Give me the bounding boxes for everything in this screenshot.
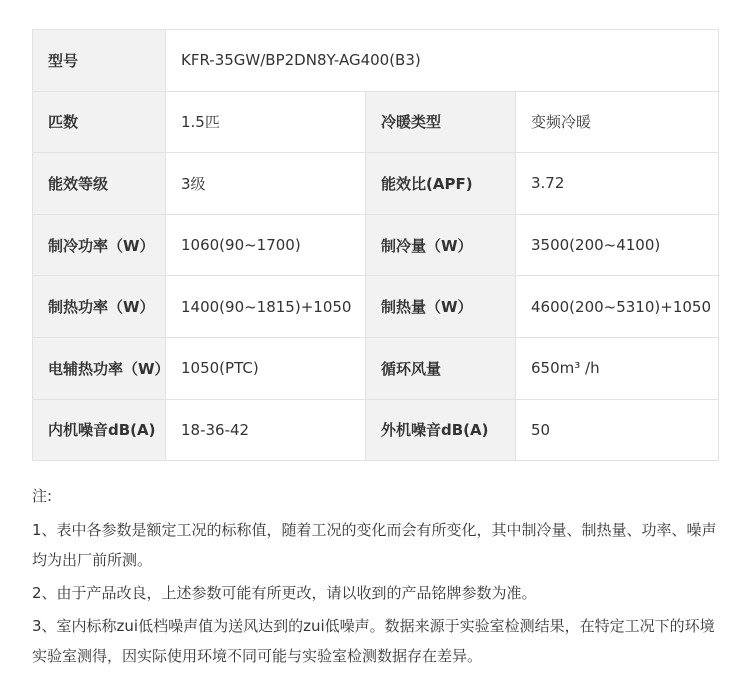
- table-row: [33, 276, 719, 338]
- spec-label: 循环风量: [366, 337, 516, 399]
- spec-value: 3级: [166, 153, 366, 215]
- spec-value: 变频冷暖: [516, 91, 719, 153]
- table-row: [33, 153, 719, 215]
- table-row: [33, 91, 719, 153]
- spec-label: 外机噪音dB(A): [366, 399, 516, 461]
- spec-value: 1050(PTC): [166, 337, 366, 399]
- spec-value: 3500(200~4100): [516, 214, 719, 276]
- spec-label: 制热功率（W）: [33, 276, 166, 338]
- spec-value: 3.72: [516, 153, 719, 215]
- spec-label: 冷暖类型: [366, 91, 516, 153]
- spec-label: 制热量（W）: [366, 276, 516, 338]
- spec-value: 1400(90~1815)+1050: [166, 276, 366, 338]
- table-row: [33, 337, 719, 399]
- table-row-model: [33, 30, 719, 92]
- note-item: 2、由于产品改良，上述参数可能有所更改，请以收到的产品铭牌参数为准。: [32, 584, 537, 602]
- note-item: 3、室内标称zui低档噪声值为送风达到的zui低噪声。数据来源于实验室检测结果，在特定工况下的环境实验室测得，因实际使用环境不同可能与实验室检测数据存在差异。: [32, 617, 715, 665]
- spec-label: 制冷功率（W）: [33, 214, 166, 276]
- spec-label: 匹数: [33, 91, 166, 153]
- notes-section: [32, 481, 722, 674]
- note-item: 1、表中各参数是额定工况的标称值，随着工况的变化而会有所变化，其中制冷量、制热量、功率、噪声均为出厂前所测。: [32, 521, 717, 569]
- spec-table: [32, 29, 719, 461]
- spec-label: 电辅热功率（W）: [33, 337, 166, 399]
- spec-label: 能效等级: [33, 153, 166, 215]
- spec-value: 1.5匹: [166, 91, 366, 153]
- table-row: [33, 399, 719, 461]
- spec-label: 内机噪音dB(A): [33, 399, 166, 461]
- spec-value: 50: [516, 399, 719, 461]
- model-label: 型号: [33, 30, 166, 92]
- model-value: KFR-35GW/BP2DN8Y-AG400(B3): [166, 30, 719, 92]
- table-row: [33, 214, 719, 276]
- notes-heading: 注:: [32, 487, 53, 505]
- spec-value: 4600(200~5310)+1050: [516, 276, 719, 338]
- spec-value: 18-36-42: [166, 399, 366, 461]
- spec-value: 650m³ /h: [516, 337, 719, 399]
- spec-value: 1060(90~1700): [166, 214, 366, 276]
- spec-label: 能效比(APF): [366, 153, 516, 215]
- spec-label: 制冷量（W）: [366, 214, 516, 276]
